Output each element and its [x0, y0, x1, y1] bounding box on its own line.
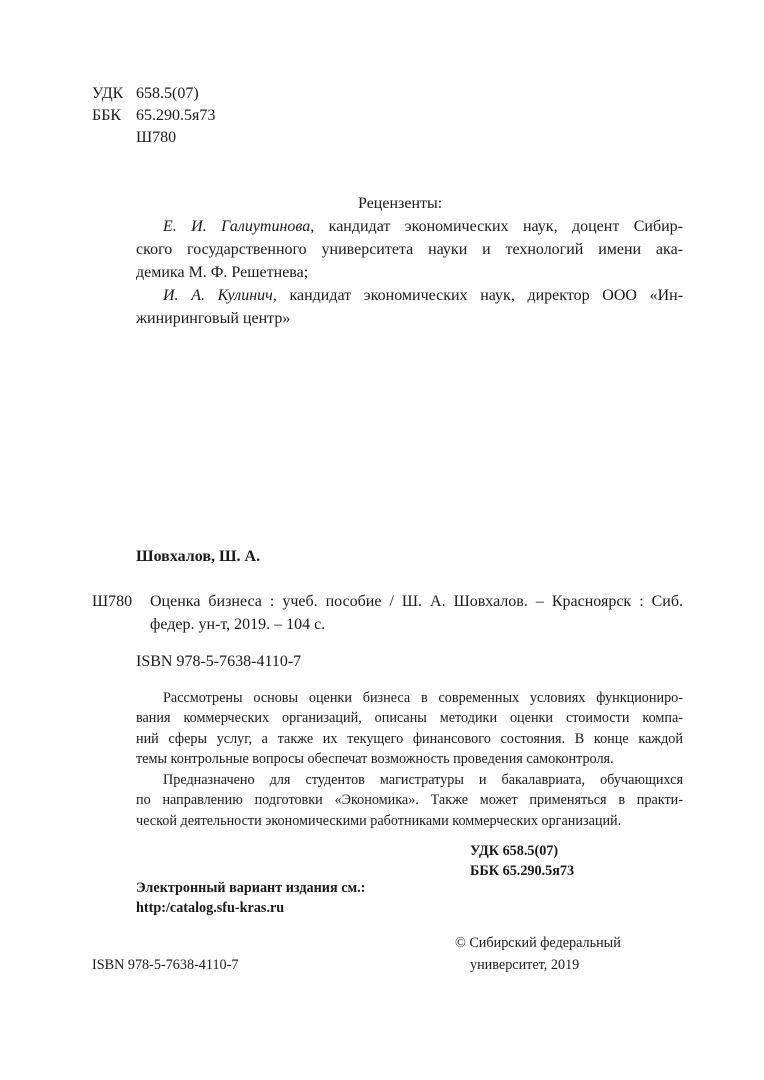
- reviewer-1-name: Е. И. Галиутинова,: [163, 218, 315, 235]
- footer-bbk: ББК 65.290.5я73: [470, 863, 575, 879]
- record-isbn: ISBN 978-5-7638-4110-7: [136, 653, 302, 670]
- reviewer-2-line: [163, 286, 683, 306]
- abstract-line: Рассмотрены основы оценки бизнеса в современных условиях функциониро-: [163, 690, 683, 706]
- abstract-line: по направлению подготовки «Экономика». Также может применяться в практи-: [136, 792, 683, 808]
- reviewer-1-line: ского государственного университета науки и технологий имени ака-: [136, 241, 683, 258]
- footer-isbn: ISBN 978-5-7638-4110-7: [92, 957, 239, 973]
- reviewer-1-line: [163, 217, 683, 237]
- udk-value: 658.5(07): [136, 85, 199, 102]
- copyright-line: © Сибирский федеральный: [455, 935, 621, 951]
- reviewer-1-text: кандидат экономических наук, доцент Сибир-: [328, 218, 683, 235]
- record-line: федер. ун-т, 2019. – 104 с.: [150, 616, 326, 633]
- footer-udk: УДК 658.5(07): [470, 843, 559, 859]
- record-author: Шовхалов, Ш. А.: [136, 548, 261, 565]
- reviewer-2-name: И. А. Кулинич,: [163, 287, 277, 304]
- copyright-line: университет, 2019: [470, 957, 580, 973]
- abstract-line: ний сферы услуг, а также их текущего финансового состояния. В конце каждой: [136, 731, 683, 747]
- udk-label: УДК: [92, 85, 124, 102]
- reviewer-1-line: демика М. Ф. Решетнева;: [136, 264, 309, 281]
- electronic-version-label: Электронный вариант издания см.:: [136, 880, 366, 896]
- bbk-value: 65.290.5я73: [136, 107, 216, 124]
- abstract-line: Предназначено для студентов магистратуры и бакалавриата, обучающихся: [163, 772, 683, 788]
- catalog-url[interactable]: http:/catalog.sfu-kras.ru: [136, 900, 285, 916]
- record-line: Оценка бизнеса : учеб. пособие / Ш. А. Шовхалов. – Красноярск : Сиб.: [150, 593, 683, 610]
- bbk-label: ББК: [92, 107, 122, 124]
- reviewer-2-line: жиниринговый центр»: [136, 310, 291, 327]
- abstract-line: вания коммерческих организаций, описаны методики оценки стоимости компа-: [136, 710, 683, 726]
- abstract-line: темы контрольные вопросы обеспечат возможность проведения самоконтроля.: [136, 751, 614, 767]
- abstract-line: ческой деятельности экономическими работниками коммерческих организаций.: [136, 813, 622, 829]
- reviewers-title: Рецензенты:: [358, 195, 443, 212]
- author-mark: Ш780: [136, 129, 177, 146]
- record-mark: Ш780: [92, 593, 133, 610]
- reviewer-2-text: кандидат экономических наук, директор ООО «Ин-: [289, 287, 684, 304]
